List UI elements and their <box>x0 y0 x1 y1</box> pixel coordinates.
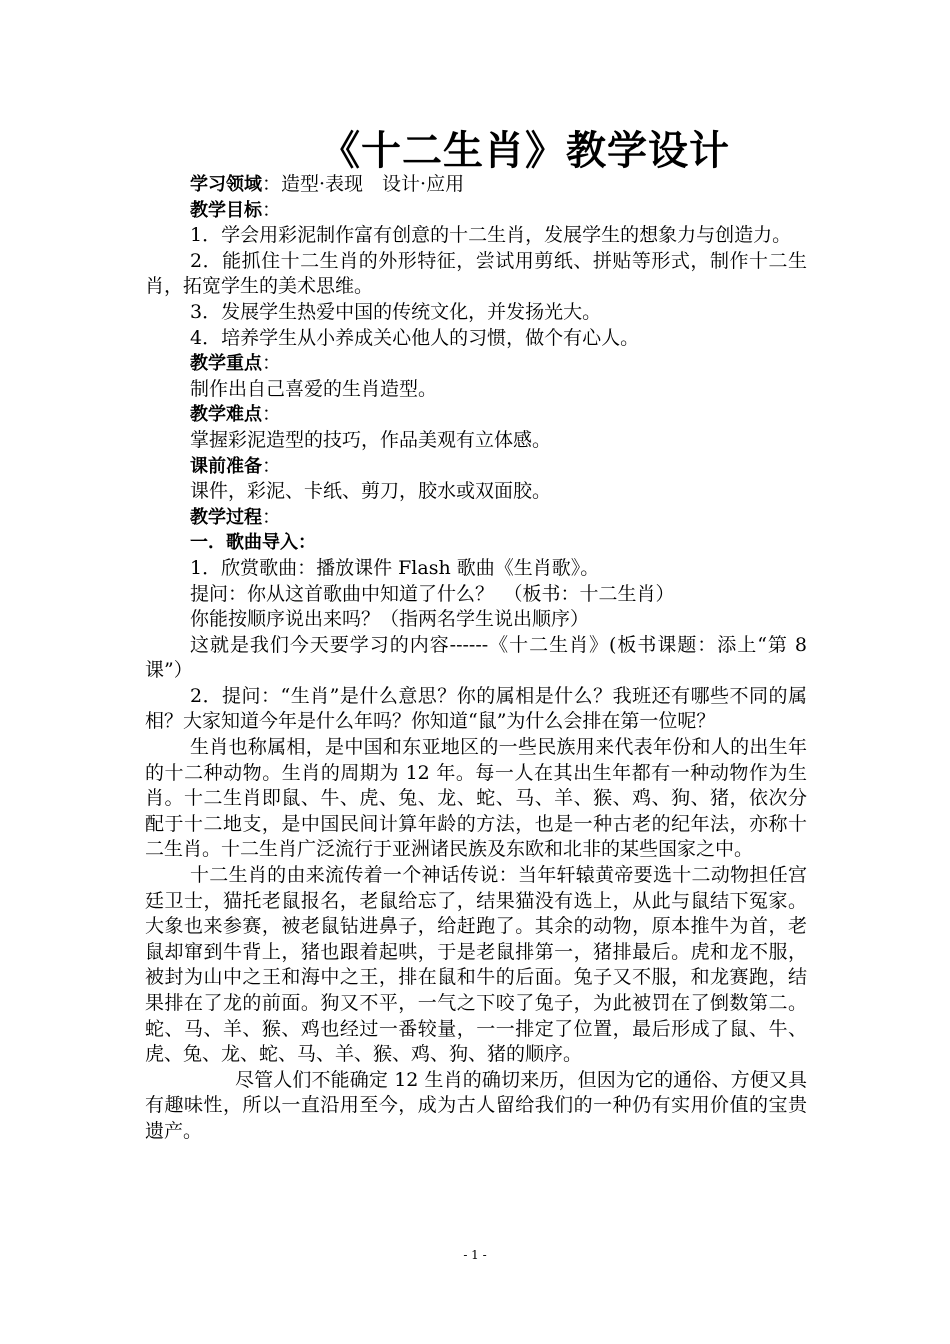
page-number: - 1 - <box>463 1248 487 1262</box>
learning-field-label: 学习领域 <box>190 174 262 195</box>
goals-heading <box>145 198 807 224</box>
preparation-label: 课前准备 <box>190 455 262 477</box>
difficulty-heading <box>145 402 807 428</box>
learning-field-line <box>145 172 807 198</box>
preparation-heading <box>145 454 807 480</box>
difficulty-label: 教学难点 <box>190 404 262 426</box>
paragraph-7: 十二生肖的由来流传着一个神话传说：当年轩辕黄帝要选十二动物担任宫廷卫士，猫托老鼠报名，老鼠给忘了，结果猫没有选上，从此与鼠结下冤家。大象也来参赛，被老鼠钻进鼻子，给赶跑了。其余的动物，原本推牛为首，老鼠却窜到牛背上，猪也跟着起哄，于是老鼠排第一，猪排最后。虎和龙不服，被封为山中之王和海中之王，排在鼠和牛的后面。兔子又不服，和龙赛跑，结果排在了龙的前面。狗又不平，一气之下咬了兔子，为此被罚在了倒数第二。蛇、马、羊、猴、鸡也经过一番较量，一一排定了位置，最后形成了鼠、牛、虎、兔、龙、蛇、马、羊、猴、鸡、狗、猪的顺序。 <box>145 864 807 1066</box>
process-colon: ： <box>262 505 282 528</box>
preparation-colon: ： <box>262 454 282 477</box>
paragraph-2: 提问：你从这首歌曲中知道了什么？ （板书：十二生肖） <box>190 582 675 605</box>
paragraph-1: 1．欣赏歌曲：播放课件 Flash 歌曲《生肖歌》。 <box>190 556 600 579</box>
goal-2: 2．能抓住十二生肖的外形特征，尝试用剪纸、拼贴等形式，制作十二生肖，拓宽学生的美术思维。 <box>145 249 807 298</box>
difficulty-colon: ： <box>262 403 282 426</box>
learning-field-value: ：造型·表现 设计·应用 <box>262 173 465 195</box>
paragraph-4: 这就是我们今天要学习的内容------《十二生肖》(板书课题：添上“第 8 课”） <box>145 633 807 682</box>
paragraph-8: 尽管人们不能确定 12 生肖的确切来历，但因为它的通俗、方便又具有趣味性，所以一直沿用至今，成为古人留给我们的一种仍有实用价值的宝贵遗产。 <box>145 1068 807 1142</box>
paragraph-6: 生肖也称属相，是中国和东亚地区的一些民族用来代表年份和人的出生年的十二种动物。生肖的周期为 12 年。每一人在其出生年都有一种动物作为生肖。十二生肖即鼠、牛、虎、兔、龙、蛇、马、羊、猴、鸡、狗、猪，依次分配于十二地支，是中国民间计算年龄的方法，也是一种古老的纪年法，亦称十二生肖。十二生肖广泛流行于亚洲诸民族及东欧和北非的某些国家之中。 <box>145 736 807 861</box>
paragraph-3: 你能按顺序说出来吗？（指两名学生说出顺序） <box>190 608 590 631</box>
document-title: 《十二生肖》教学设计 <box>320 128 730 174</box>
goals-label: 教学目标 <box>190 199 262 221</box>
key-points-colon: ： <box>262 352 282 375</box>
document-body <box>145 172 807 1145</box>
process-label: 教学过程 <box>190 506 262 528</box>
paragraph-5: 2．提问：“生肖”是什么意思？你的属相是什么？我班还有哪些不同的属相？大家知道今年是什么年吗？你知道“鼠”为什么会排在第一位呢？ <box>145 684 807 733</box>
goal-3: 3．发展学生热爱中国的传统文化，并发扬光大。 <box>190 300 602 323</box>
section-1-heading: 一．歌曲导入： <box>190 532 316 554</box>
process-heading <box>145 505 807 531</box>
key-points-text: 制作出自己喜爱的生肖造型。 <box>190 377 438 400</box>
goal-4: 4．培养学生从小养成关心他人的习惯，做个有心人。 <box>190 326 640 349</box>
preparation-text: 课件，彩泥、卡纸、剪刀，胶水或双面胶。 <box>190 480 552 503</box>
key-points-label: 教学重点 <box>190 353 262 375</box>
goals-colon: ： <box>262 198 282 221</box>
key-points-heading <box>145 351 807 377</box>
difficulty-text: 掌握彩泥造型的技巧，作品美观有立体感。 <box>190 428 552 451</box>
goal-1: 1．学会用彩泥制作富有创意的十二生肖，发展学生的想象力与创造力。 <box>190 224 792 247</box>
